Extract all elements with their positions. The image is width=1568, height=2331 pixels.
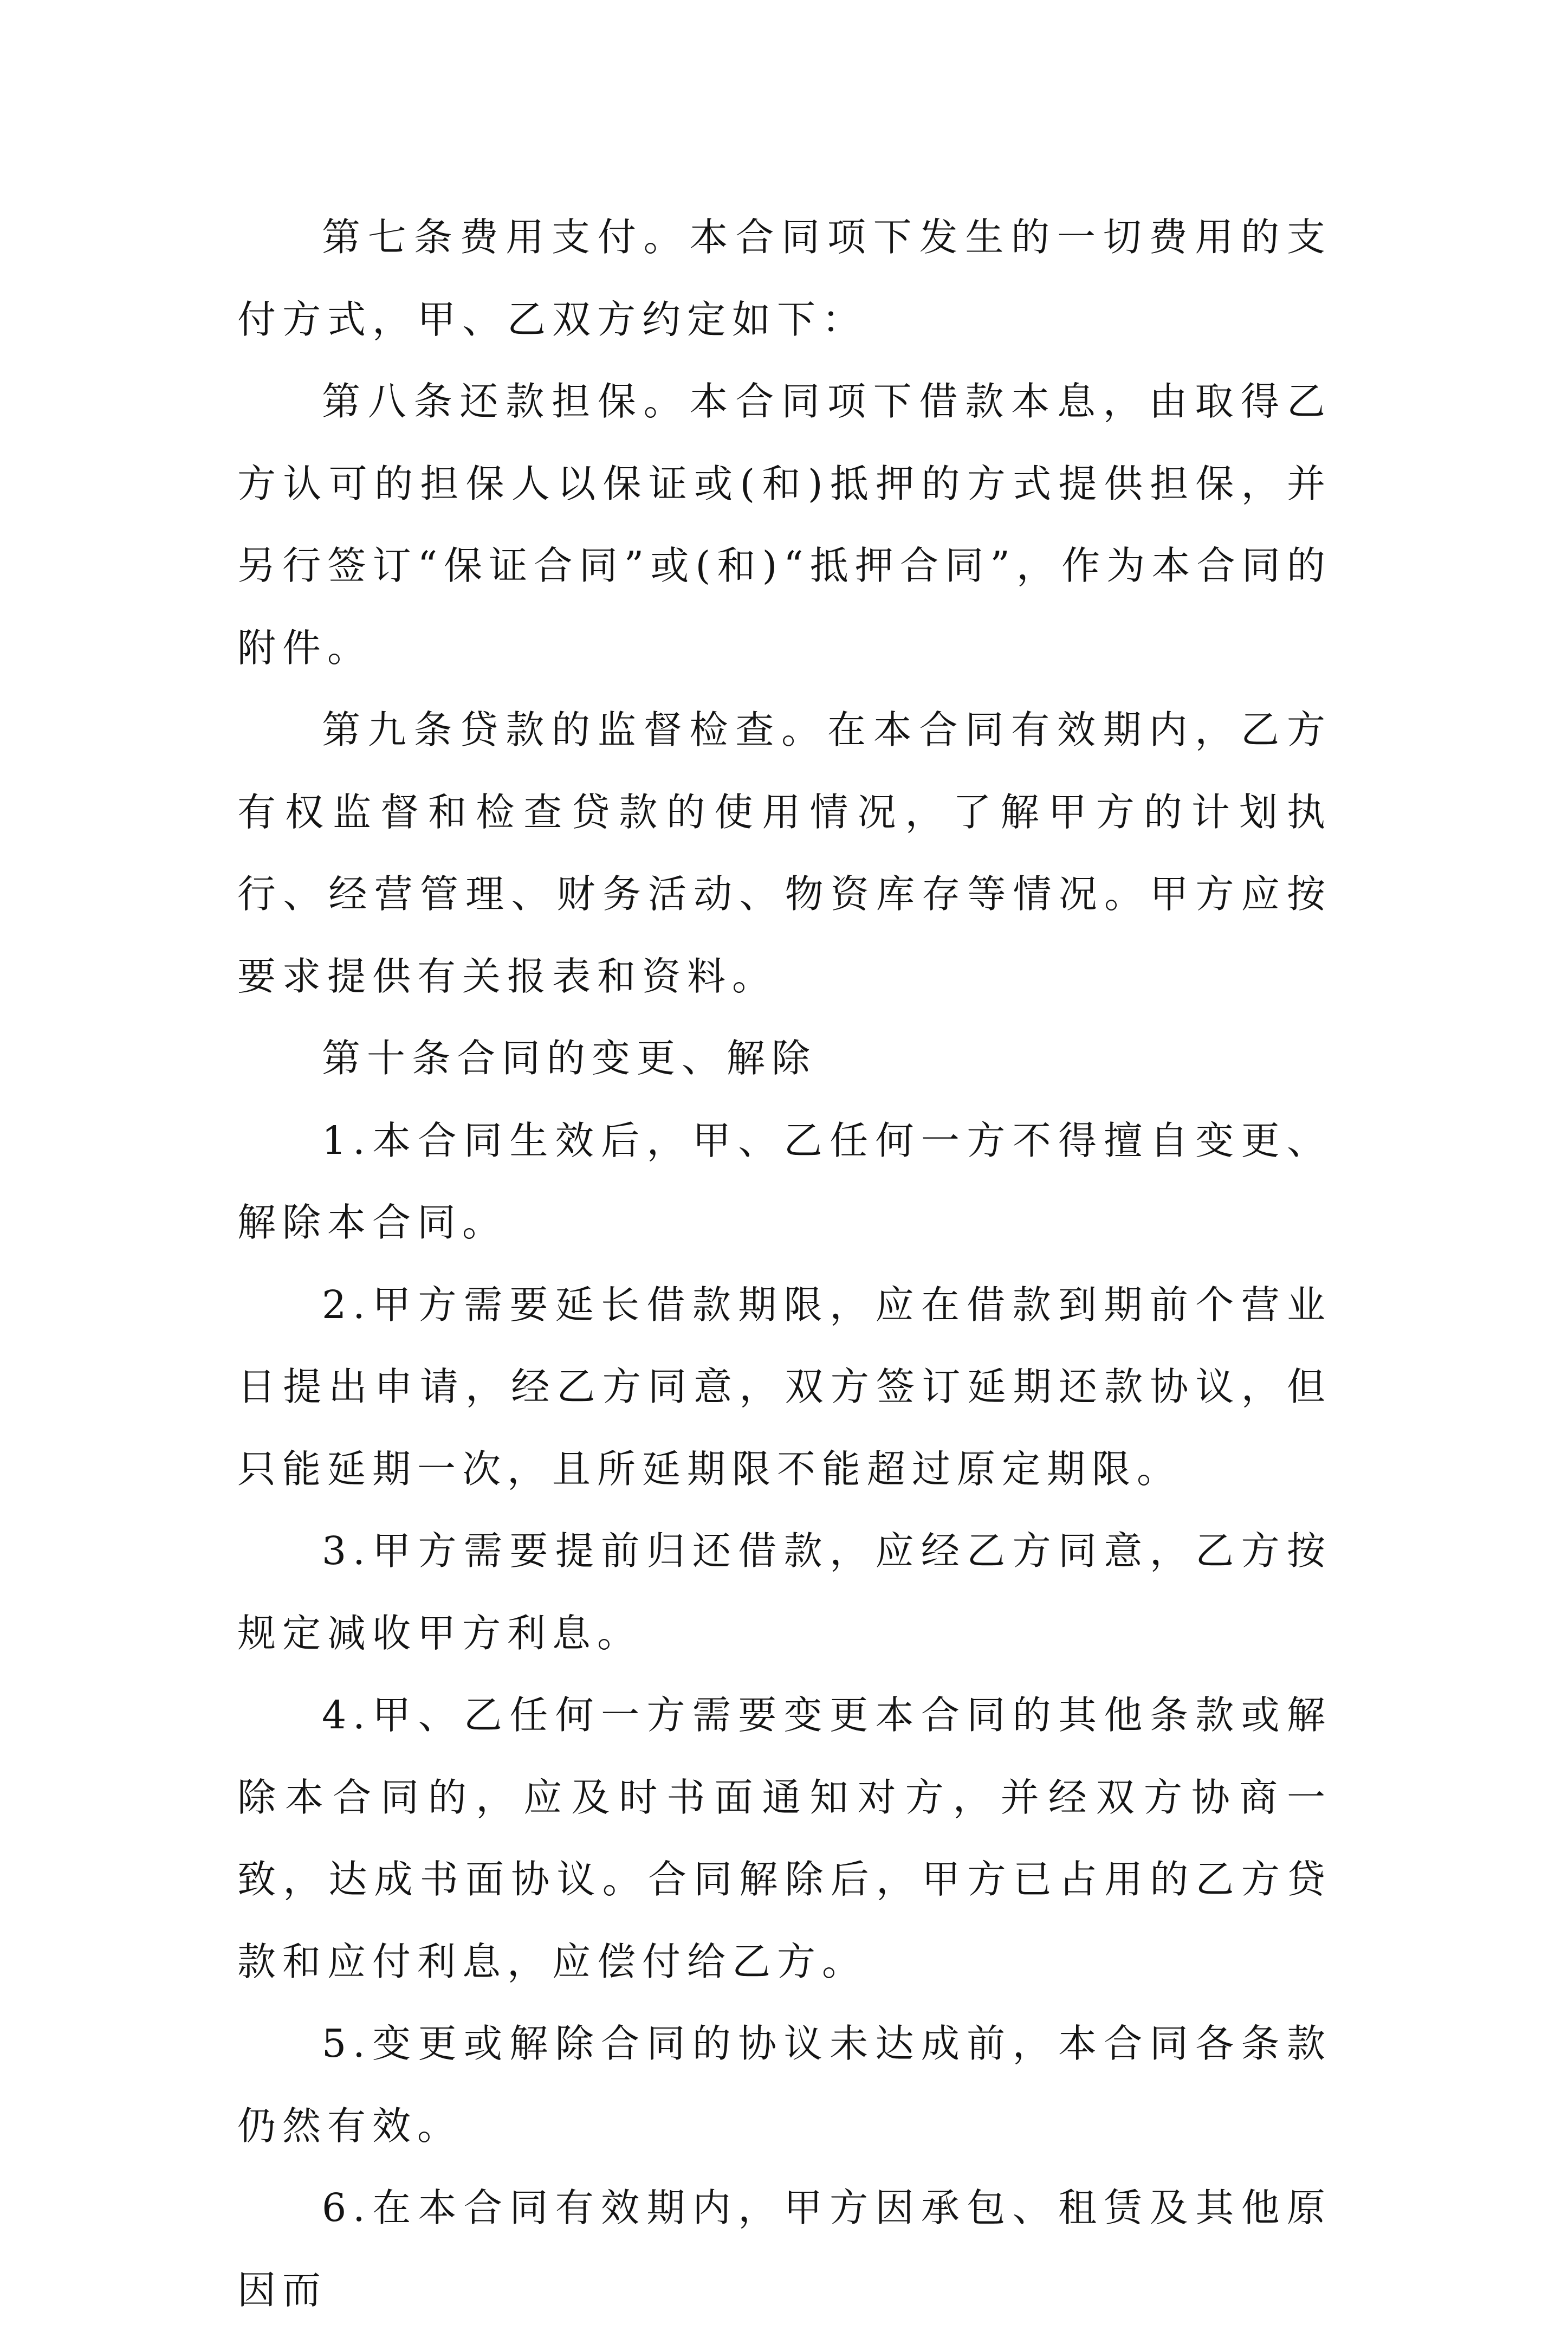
clause-10-item-1: 1.本合同生效后，甲、乙任何一方不得擅自变更、解除本合同。: [237, 1118, 1332, 1245]
contract-body: [237, 196, 1332, 2331]
clause-10-item-2: 2.甲方需要延长借款期限，应在借款到期前个营业日提出申请，经乙方同意，双方签订延期还款协议，但只能延期一次，且所延期限不能超过原定期限。: [237, 1282, 1332, 1491]
clause-7-expense-payment: 第七条费用支付。本合同项下发生的一切费用的支付方式，甲、乙双方约定如下：: [237, 215, 1332, 342]
clause-10-item-5: 5.变更或解除合同的协议未达成前，本合同各条款仍然有效。: [237, 2021, 1332, 2148]
clause-10-heading: 第十条合同的变更、解除: [322, 1036, 817, 1081]
clause-8-repayment-guarantee: 第八条还款担保。本合同项下借款本息，由取得乙方认可的担保人以保证或(和)抵押的方式提供担保，并另行签订“保证合同”或(和)“抵押合同”，作为本合同的附件。: [237, 379, 1332, 670]
clause-9-loan-supervision: 第九条贷款的监督检查。在本合同有效期内，乙方有权监督和检查贷款的使用情况，了解甲方的计划执行、经营管理、财务活动、物资库存等情况。甲方应按要求提供有关报表和资料。: [237, 707, 1332, 999]
clause-10-item-3: 3.甲方需要提前归还借款，应经乙方同意，乙方按规定减收甲方利息。: [237, 1528, 1332, 1656]
clause-10-item-6: 6.在本合同有效期内，甲方因承包、租赁及其他原因而: [237, 2185, 1332, 2313]
clause-10-item-4: 4.甲、乙任何一方需要变更本合同的其他条款或解除本合同的，应及时书面通知对方，并经双方协商一致，达成书面协议。合同解除后，甲方已占用的乙方贷款和应付利息，应偿付给乙方。: [237, 1693, 1332, 1984]
